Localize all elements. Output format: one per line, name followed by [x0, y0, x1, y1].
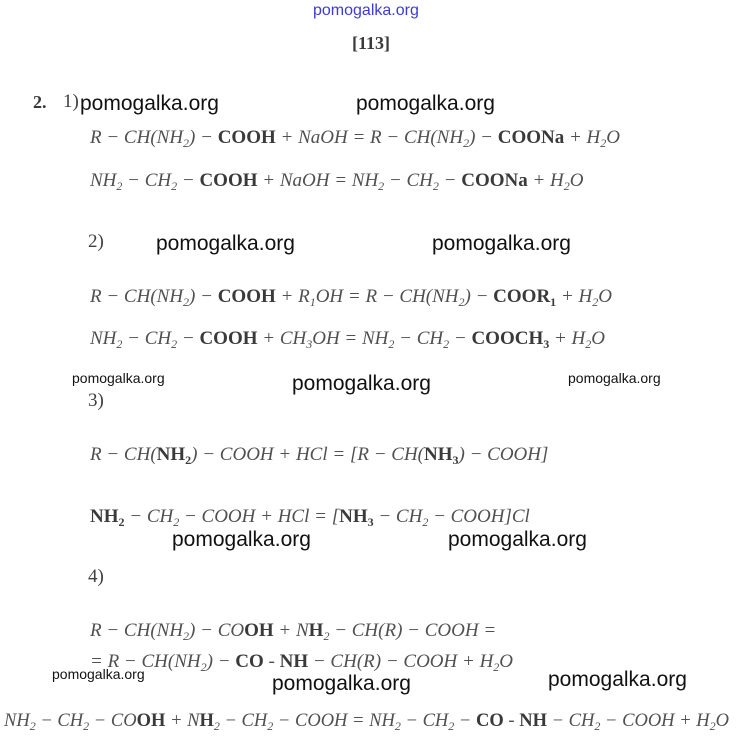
watermark: pomogalka.org	[568, 370, 661, 386]
equation-2: $NH_2 - CH_2$ − COOH + NaOH = $NH_2 - CH_2$ − COONa + $H_2O$	[90, 170, 584, 193]
equation-9: $NH_2 - CH_2$ − COOH + $NH_2 - CH_2$ − COOH = $NH_2 - CH_2$ − CO - NH − $CH_2$ − COOH + $H_2O$	[4, 711, 730, 733]
equation-1: $R - CH(NH_2)$ − COOH + NaOH = $R - CH(NH_2)$ − COONa + $H_2O$	[90, 127, 621, 150]
watermark: pomogalka.org	[448, 528, 587, 551]
equation-8: = $R - CH(NH_2)$ − CO - NH − CH(R) − COOH + $H_2O$	[90, 651, 514, 674]
watermark: pomogalka.org	[272, 672, 411, 695]
section-label-1: 1)	[63, 91, 79, 112]
watermark: pomogalka.org	[156, 232, 295, 255]
equation-5: $R - CH(NH_2)$ − COOH + HCl = [$R - CH(NH_3)$ − COOH]	[90, 444, 549, 467]
equation-6: $NH_2 - CH_2$ − COOH + HCl = [$NH_3 - CH_2$ − COOH]Cl	[90, 506, 530, 529]
watermark: pomogalka.org	[356, 92, 495, 115]
watermark: pomogalka.org	[80, 92, 219, 115]
watermark: pomogalka.org	[432, 232, 571, 255]
watermark: pomogalka.org	[548, 668, 687, 691]
equation-4: $NH_2 - CH_2$ − COOH + $CH_3OH = NH_2 - CH_2$ − $COOCH_3 + H_2O$	[90, 328, 606, 351]
task-number: 2.	[33, 92, 47, 112]
equation-3: $R - CH(NH_2)$ − COOH + $R_1OH = R - CH(NH_2)$ − $COOR_1 + H_2O$	[90, 286, 612, 309]
section-label-2: 2)	[88, 231, 104, 252]
watermark: pomogalka.org	[172, 528, 311, 551]
watermark: pomogalka.org	[52, 666, 145, 682]
site-link[interactable]: pomogalka.org	[313, 2, 419, 19]
section-label-3: 3)	[88, 390, 104, 411]
section-label-4: 4)	[88, 566, 104, 587]
watermark: pomogalka.org	[292, 372, 431, 395]
watermark: pomogalka.org	[72, 370, 165, 386]
equation-7: $R - CH(NH_2)$ − COOH + $NH_2 - CH(R)$ − COOH =	[90, 620, 497, 643]
page-number: [113]	[352, 33, 390, 53]
